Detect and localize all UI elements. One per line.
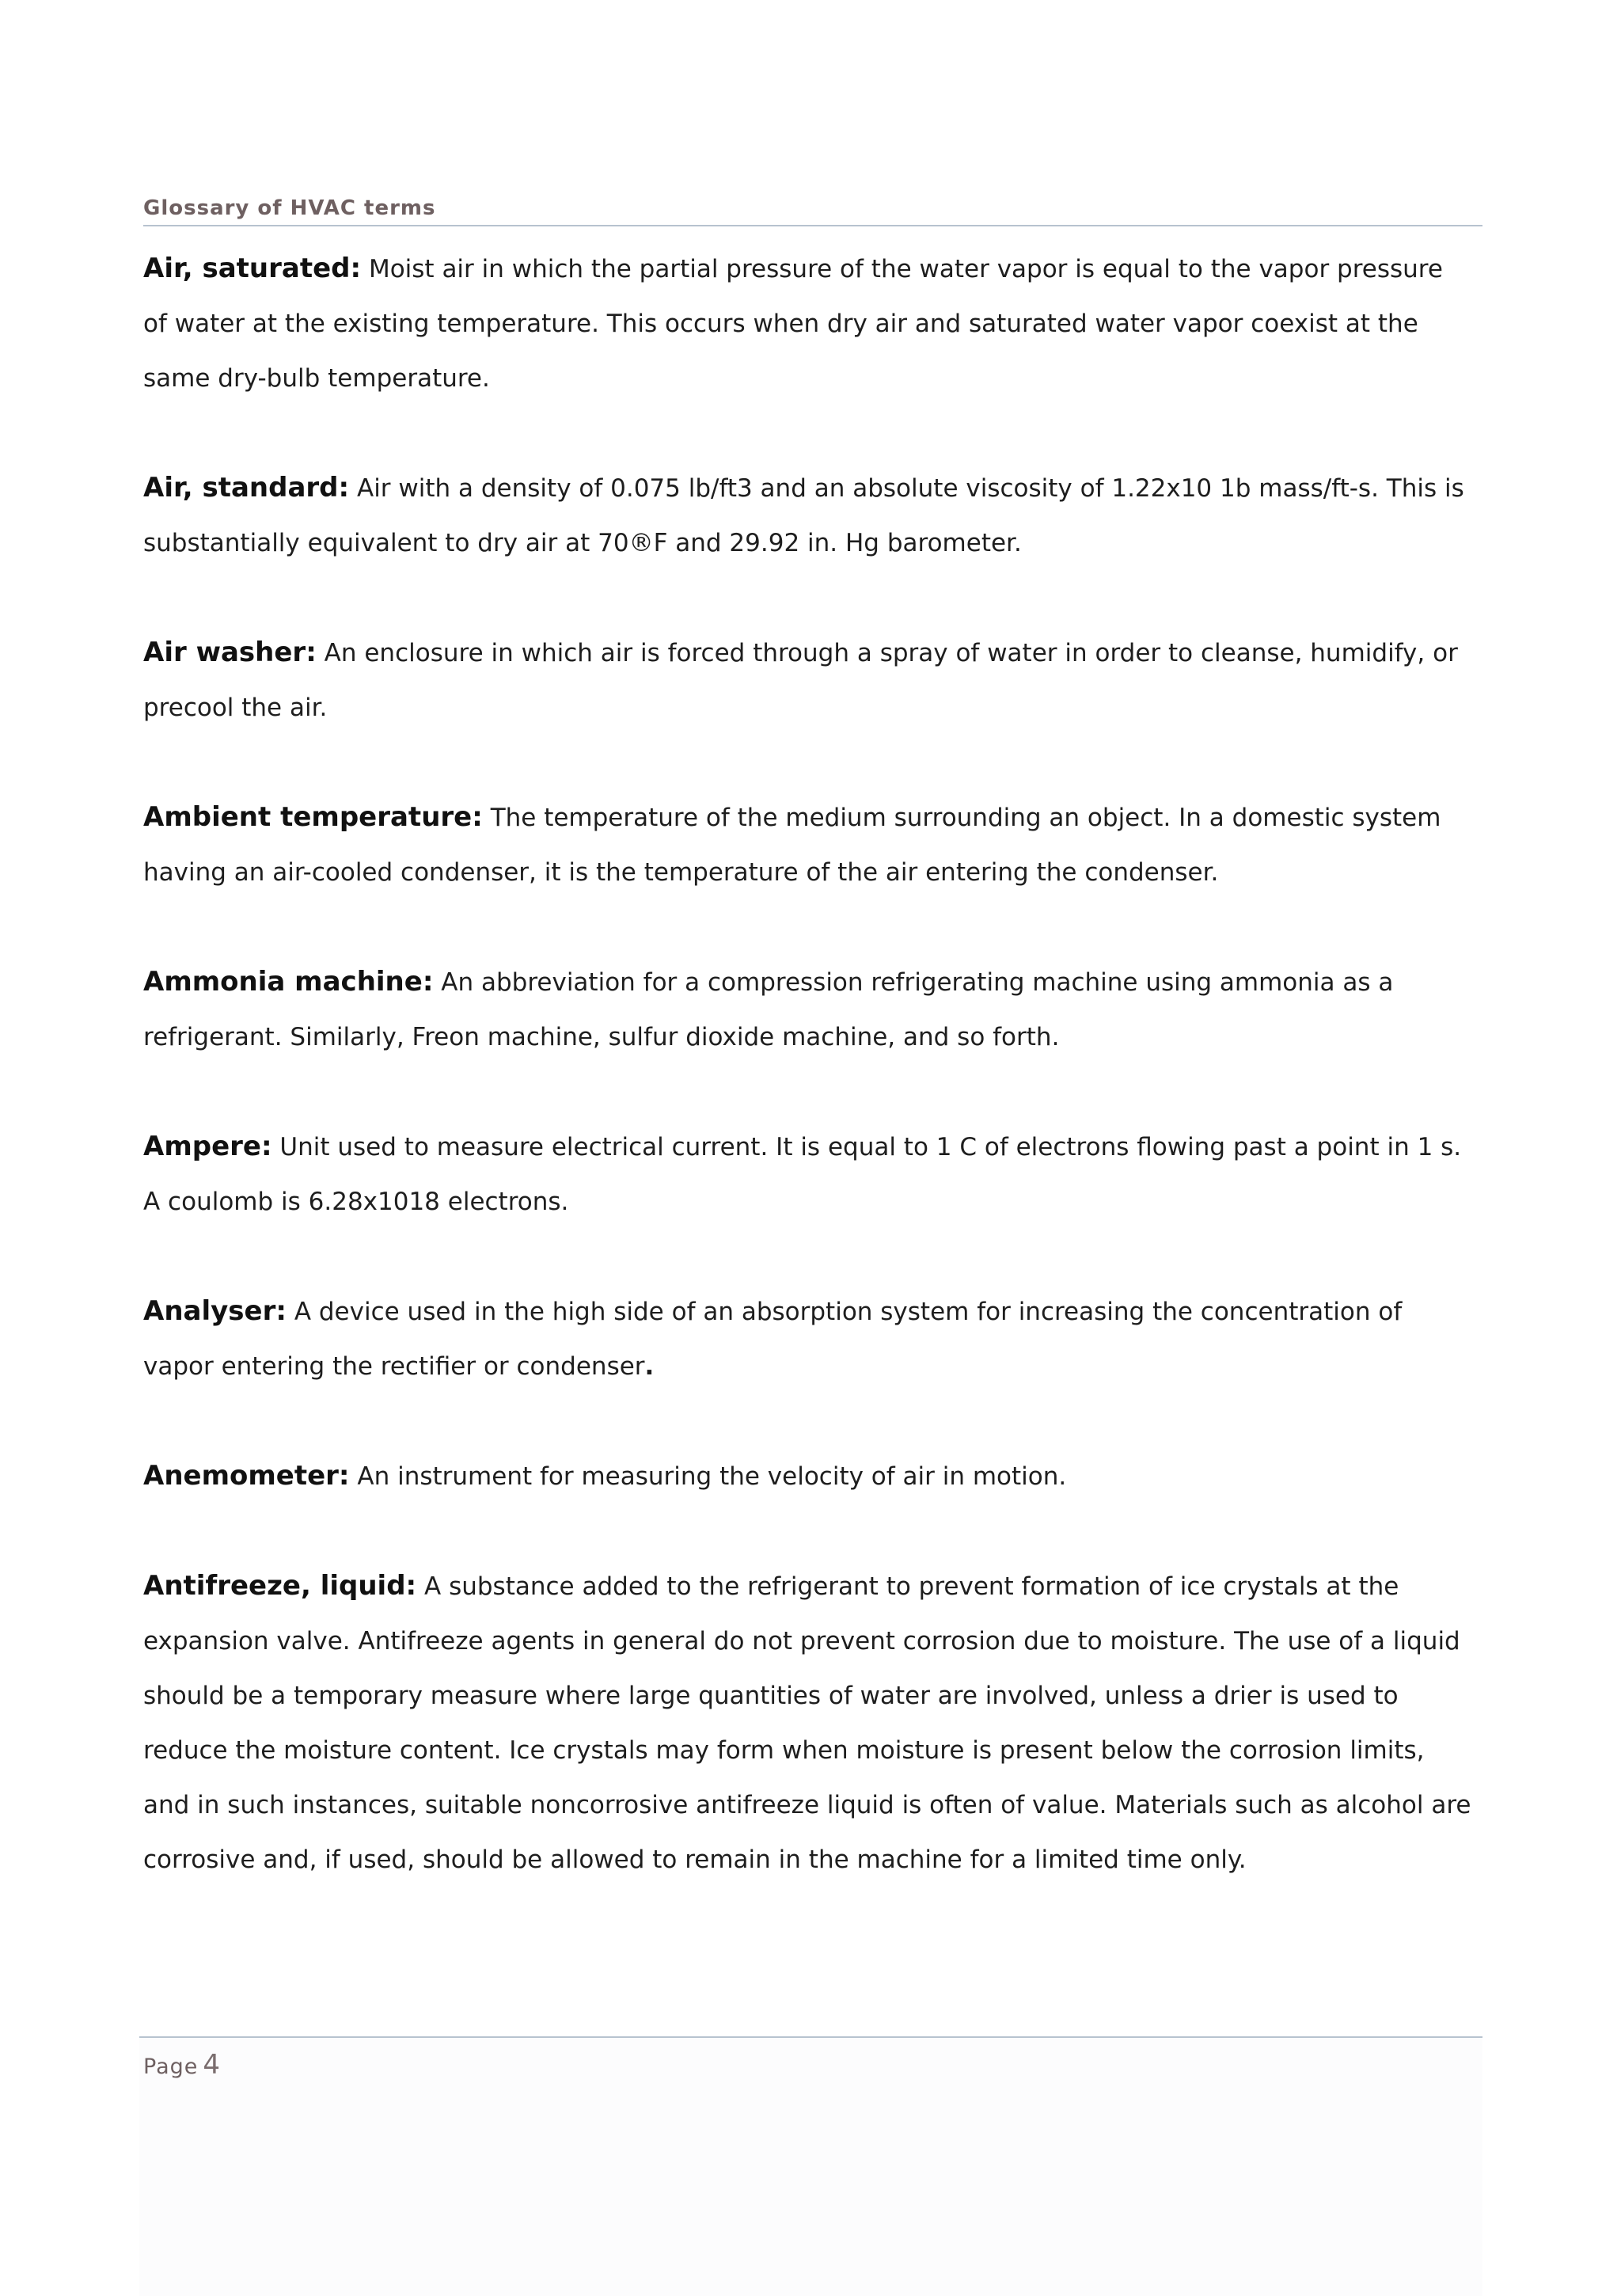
glossary-definition-period: . (644, 1352, 655, 1381)
glossary-term: Air, saturated: (143, 253, 362, 284)
glossary-term: Anemometer: (143, 1460, 350, 1492)
glossary-definition: An abbreviation for a compression refrigerating machine using ammonia as a refrigerant. Similarly, Freon machine, sulfur dioxide machine, and so forth. (143, 968, 1394, 1051)
glossary-term: Ampere: (143, 1131, 272, 1162)
glossary-term: Antifreeze, liquid: (143, 1570, 417, 1602)
glossary-definition: Moist air in which the partial pressure of the water vapor is equal to the vapor pressure of water at the existing temperature. This occurs when dry air and saturated water vapor coexist at the same dry-bulb temperature. (143, 255, 1443, 393)
glossary-entry-ambient-temperature (143, 790, 1473, 900)
page-footer (139, 2036, 1482, 2296)
glossary-term: Air, standard: (143, 472, 350, 504)
glossary-term: Ambient temperature: (143, 801, 483, 833)
document-title: Glossary of HVAC terms (143, 196, 436, 220)
glossary-entry-air-washer (143, 625, 1473, 736)
glossary-definition: An enclosure in which air is forced through a spray of water in order to cleanse, humidify, or precool the air. (143, 639, 1458, 722)
glossary-definition: An instrument for measuring the velocity of air in motion. (357, 1462, 1067, 1491)
glossary-term: Analyser: (143, 1295, 287, 1327)
glossary-entry-anemometer (143, 1449, 1473, 1504)
page-number (143, 2049, 221, 2081)
glossary-entry-air-standard (143, 461, 1473, 571)
glossary-entry-ampere (143, 1119, 1473, 1230)
page-header (143, 193, 1482, 226)
glossary-definition: A substance added to the refrigerant to prevent formation of ice crystals at the expansion valve. Antifreeze agents in general do not prevent corrosion due to moisture. The use of a liquid should be a temporary measure where large quantities of water are involved, unless a drier is used to reduce the moisture content. Ice crystals may form when moisture is present below the corrosion limits, and in such instances, suitable noncorrosive antifreeze liquid is often of value. Materials such as alcohol are corrosive and, if used, should be allowed to remain in the machine for a limited time only. (143, 1572, 1471, 1874)
glossary-entry-air-saturated (143, 241, 1473, 406)
glossary-entry-analyser (143, 1284, 1473, 1394)
glossary-definition: Air with a density of 0.075 lb/ft3 and an absolute viscosity of 1.22x10 1b mass/ft-s. This is substantially equivalent to dry air at 70®F and 29.92 in. Hg barometer. (143, 474, 1464, 557)
glossary-definition: Unit used to measure electrical current. It is equal to 1 C of electrons flowing past a point in 1 s. A coulomb is 6.28x1018 electrons. (143, 1133, 1462, 1216)
glossary-definition: A device used in the high side of an absorption system for increasing the concentration of vapor entering the rectifier or condenser (143, 1298, 1403, 1381)
glossary-term: Air washer: (143, 637, 317, 668)
glossary-definition: The temperature of the medium surrounding an object. In a domestic system having an air-cooled condenser, it is the temperature of the air entering the condenser. (143, 804, 1441, 887)
page-number-value: 4 (203, 2049, 222, 2081)
page-label: Page (143, 2055, 199, 2079)
glossary-entry-antifreeze-liquid (143, 1559, 1473, 1887)
glossary-entry-ammonia-machine (143, 955, 1473, 1065)
glossary-list (143, 241, 1473, 1942)
glossary-term: Ammonia machine: (143, 966, 434, 998)
